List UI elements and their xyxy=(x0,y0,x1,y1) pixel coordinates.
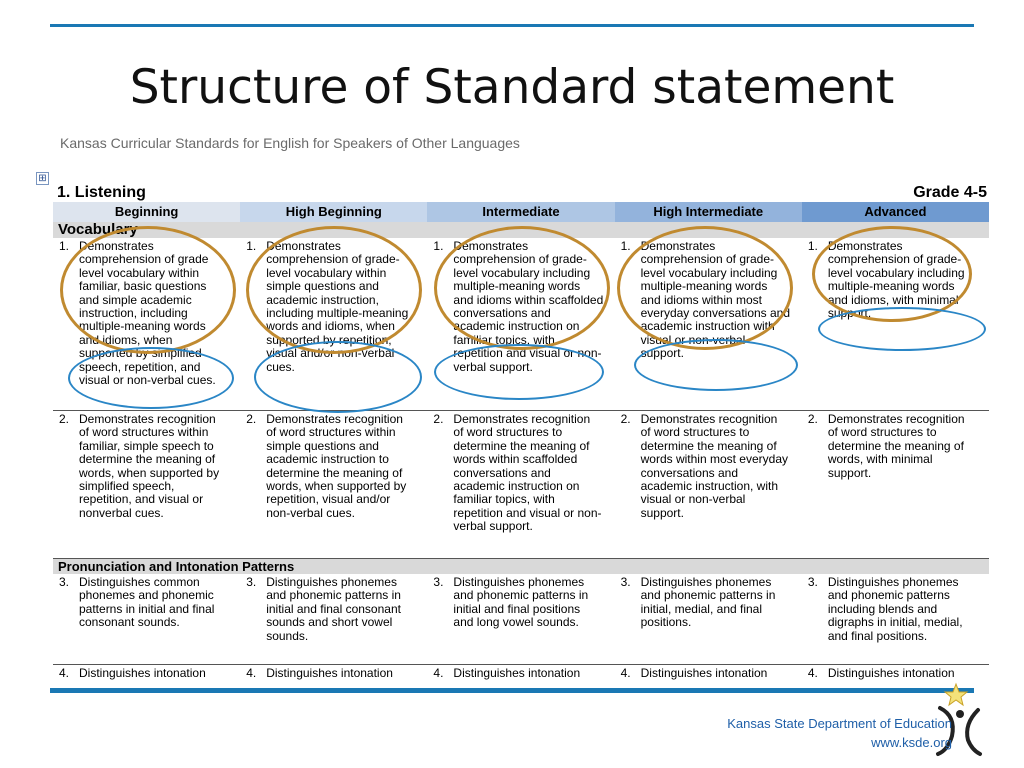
cell-text: Demonstrates recognition of word structures to determine the meaning of words within scaffolded conversations and academic instruction on familiar topics, with repetition and visual or non-verbal support. xyxy=(453,412,602,534)
cell-text: Distinguishes phonemes and phonemic patterns including blends and digraphs in initial, medial, and final positions. xyxy=(827,575,963,643)
footer-organization: Kansas State Department of Education xyxy=(727,716,952,731)
footer-website-link[interactable]: www.ksde.org xyxy=(871,735,952,750)
expand-table-icon[interactable]: ⊞ xyxy=(36,172,49,185)
table-row xyxy=(53,411,989,559)
table-header xyxy=(53,184,989,202)
section-vocabulary: Vocabulary xyxy=(53,222,989,238)
grade-label: Grade 4-5 xyxy=(913,184,987,201)
proficiency-levels xyxy=(53,202,989,222)
table-cell xyxy=(802,574,989,664)
table-cell xyxy=(53,574,240,664)
table-cell xyxy=(615,238,802,410)
table-cell xyxy=(240,574,427,664)
table-cell xyxy=(240,411,427,558)
bottom-divider xyxy=(50,688,974,693)
item-number: 3. xyxy=(807,575,818,589)
cell-text: Distinguishes intonation xyxy=(79,666,206,680)
item-number: 4. xyxy=(433,666,444,680)
item-number: 2. xyxy=(59,412,70,426)
item-number: 2. xyxy=(433,412,444,426)
cell-text: Distinguishes common phonemes and phonemic patterns in initial and final consonant sounds. xyxy=(79,575,215,630)
cell-text: Distinguishes intonation xyxy=(453,666,581,680)
cell-text: Distinguishes phonemes and phonemic patterns in initial, medial, and final positions. xyxy=(640,575,776,630)
table-cell xyxy=(615,411,802,558)
cell-text: Demonstrates comprehension of grade-level vocabulary including multiple-meaning words and idioms within most everyday conversations and academic instruction with visual or non-verbal support. xyxy=(640,239,791,361)
table-cell xyxy=(427,665,614,685)
cell-text: Demonstrates recognition of word structures within simple questions and academic instruction to determine the meaning of words, when supported by repetition, visual and/or non-verbal cues. xyxy=(266,412,407,520)
item-number: 3. xyxy=(59,575,70,589)
cell-text: Demonstrates comprehension of grade-level vocabulary including multiple-meaning words and idioms within scaffolded conversations and academic instruction on familiar topics, with repetition and visual or non-verbal support. xyxy=(453,239,604,374)
item-number: 1. xyxy=(433,239,444,253)
table-cell xyxy=(53,411,240,558)
section-pronunciation: Pronunciation and Intonation Patterns xyxy=(53,559,989,574)
table-cell xyxy=(427,238,614,410)
item-number: 3. xyxy=(620,575,631,589)
table-cell xyxy=(240,238,427,410)
item-number: 4. xyxy=(807,666,818,680)
item-number: 1. xyxy=(59,239,70,253)
item-number: 2. xyxy=(246,412,257,426)
cell-text: Demonstrates recognition of word structures within familiar, simple speech to determine the meaning of words, when supported by simplified speech, repetition, and visual or nonverbal cues. xyxy=(79,412,220,520)
table-cell xyxy=(615,665,802,685)
cell-text: Demonstrates comprehension of grade-level vocabulary within simple questions and academic instruction, including multiple-meaning words and idioms, when supported by repetition, visual and/or non-verbal cues. xyxy=(266,239,409,374)
strand-heading: 1. Listening xyxy=(57,184,146,201)
level-high-intermediate: High Intermediate xyxy=(615,202,802,222)
cell-text: Distinguishes intonation xyxy=(827,666,955,680)
cell-text: Distinguishes phonemes and phonemic patterns in initial and final consonant sounds and short vowel sounds. xyxy=(266,575,401,643)
cell-text: Distinguishes intonation xyxy=(266,666,393,680)
item-number: 1. xyxy=(246,239,257,253)
document-subtitle: Kansas Curricular Standards for English for Speakers of Other Languages xyxy=(60,135,520,151)
table-row xyxy=(53,665,989,685)
level-beginning: Beginning xyxy=(53,202,240,222)
item-number: 1. xyxy=(620,239,631,253)
standards-table xyxy=(53,184,989,686)
top-divider xyxy=(50,24,974,27)
item-number: 3. xyxy=(246,575,257,589)
table-cell xyxy=(615,574,802,664)
item-number: 4. xyxy=(59,666,70,680)
cell-text: Distinguishes intonation xyxy=(640,666,768,680)
table-cell xyxy=(53,238,240,410)
table-cell xyxy=(802,411,989,558)
table-cell xyxy=(427,411,614,558)
cell-text: Distinguishes phonemes and phonemic patterns in initial and final positions and long vowel sounds. xyxy=(453,575,589,630)
item-number: 1. xyxy=(807,239,818,253)
item-number: 2. xyxy=(620,412,631,426)
table-row xyxy=(53,238,989,411)
level-intermediate: Intermediate xyxy=(427,202,614,222)
item-number: 3. xyxy=(433,575,444,589)
level-advanced: Advanced xyxy=(802,202,989,222)
cell-text: Demonstrates comprehension of grade-level vocabulary including multiple-meaning words and idioms, with minimal support. xyxy=(827,239,965,321)
item-number: 2. xyxy=(807,412,818,426)
table-cell xyxy=(53,665,240,685)
item-number: 4. xyxy=(620,666,631,680)
slide-title: Structure of Standard statement xyxy=(129,60,895,115)
cell-text: Demonstrates recognition of word structures to determine the meaning of words within most everyday conversations and academic instruction, with visual or non-verbal support. xyxy=(640,412,788,520)
table-row xyxy=(53,574,989,665)
table-cell xyxy=(802,238,989,410)
table-cell xyxy=(427,574,614,664)
table-cell xyxy=(240,665,427,685)
item-number: 4. xyxy=(246,666,257,680)
cell-text: Demonstrates comprehension of grade level vocabulary within familiar, basic questions and simple academic instruction, including multiple-meaning words and idioms, when supported by simplified speech, repetition, and visual or non-verbal cues. xyxy=(79,239,216,388)
cell-text: Demonstrates recognition of word structures to determine the meaning of words, with minimal support. xyxy=(827,412,965,480)
level-high-beginning: High Beginning xyxy=(240,202,427,222)
